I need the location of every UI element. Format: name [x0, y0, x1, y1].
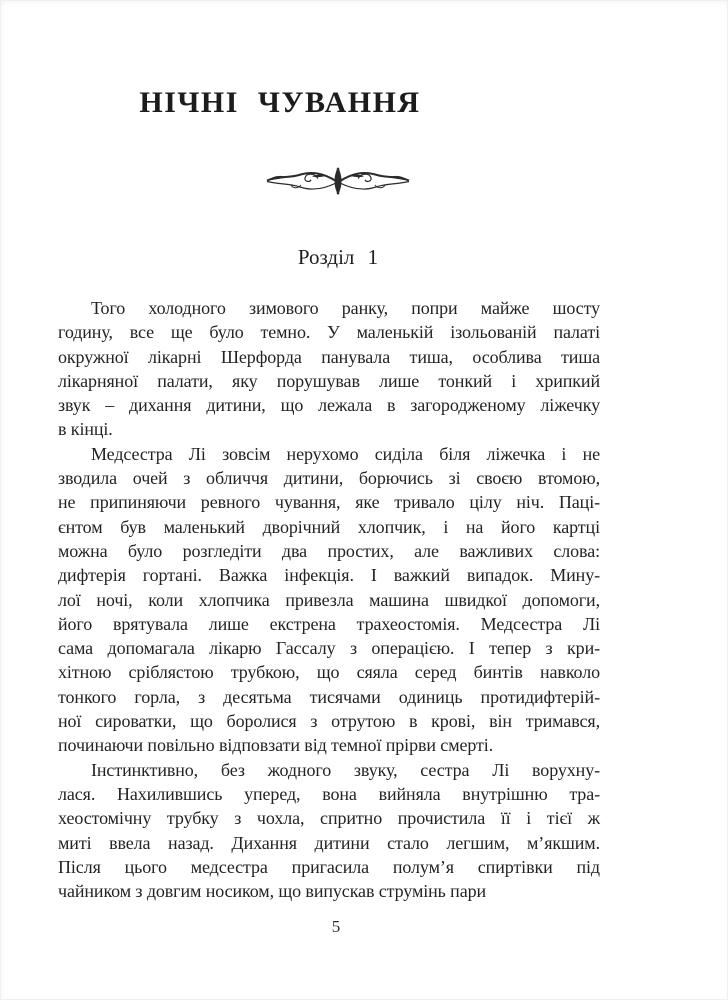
body-text	[58, 296, 600, 903]
text-line: хітною сріблястою трубкою, що сяяла серед бинтів навколо	[58, 662, 600, 683]
text-line: хеостомічну трубку з чохла, спритно прочистила її і тієї ж	[58, 808, 600, 829]
text-line: лікарняної палати, яку порушував лише тонкий і хрипкий	[58, 370, 600, 391]
page-title: НІЧНІ ЧУВАННЯ	[139, 86, 421, 119]
paragraph	[58, 296, 600, 442]
text-line: звук – дихання дитини, що лежала в загородженому ліжечку	[58, 395, 600, 416]
text-line: Того холодного зимового ранку, попри майже шосту	[91, 298, 600, 318]
paragraph	[58, 758, 600, 904]
text-line: дифтерія гортані. Важка інфекція. І важкий випадок. Мину-	[58, 565, 600, 586]
text-line: годину, все ще було темно. У маленькій ізольованій палаті	[58, 322, 600, 343]
text-line: його врятувала лише екстрена трахеостомія. Медсестра Лі	[58, 613, 600, 634]
floral-divider-ornament	[58, 164, 600, 198]
text-line: в кінці.	[58, 419, 113, 440]
text-line: можна було розгледіти два простих, але важливих слова:	[58, 540, 600, 561]
paragraph	[58, 442, 600, 758]
text-line: Медсестра Лі зовсім нерухомо сиділа біля ліжечка і не	[91, 443, 600, 464]
text-line: миті ввела назад. Дихання дитини стало легшим, м’якшим.	[58, 832, 600, 853]
text-line: лої ночі, коли хлопчика привезла машина швидкої допомоги,	[58, 589, 600, 610]
chapter-heading: Розділ 1	[297, 245, 379, 269]
text-line: єнтом був маленький дворічний хлопчик, і на його картці	[58, 516, 600, 537]
text-line: починаючи повільно відповзати від темної прірви смерті.	[58, 735, 494, 756]
text-line: окружної лікарні Шерфорда панувала тиша, особлива тиша	[58, 346, 600, 367]
text-line: Після цього медсестра пригасила полум’я спиртівки під	[58, 856, 600, 877]
text-line: зводила очей з обличчя дитини, борючись зі своєю втомою,	[58, 468, 600, 489]
text-line: лася. Нахилившись уперед, вона вийняла внутрішню тра-	[58, 783, 600, 804]
text-line: Інстинктивно, без жодного звуку, сестра Лі ворухну-	[91, 759, 600, 780]
ornament-svg	[263, 164, 413, 198]
text-line: ної сироватки, що боролися з отрутою в крові, він тримався,	[58, 711, 600, 732]
text-line: не припиняючи ревного чування, яке тривало цілу ніч. Паці-	[58, 492, 600, 513]
text-line: тонкого горла, з десятьма тисячами одиниць протидифтерій-	[58, 686, 600, 707]
text-line: чайником з довгим носиком, що випускав струмінь пари	[58, 881, 487, 902]
text-line: сама допомагала лікарю Гассалу з операцією. І тепер з кри-	[58, 638, 600, 659]
page-number: 5	[331, 917, 341, 936]
